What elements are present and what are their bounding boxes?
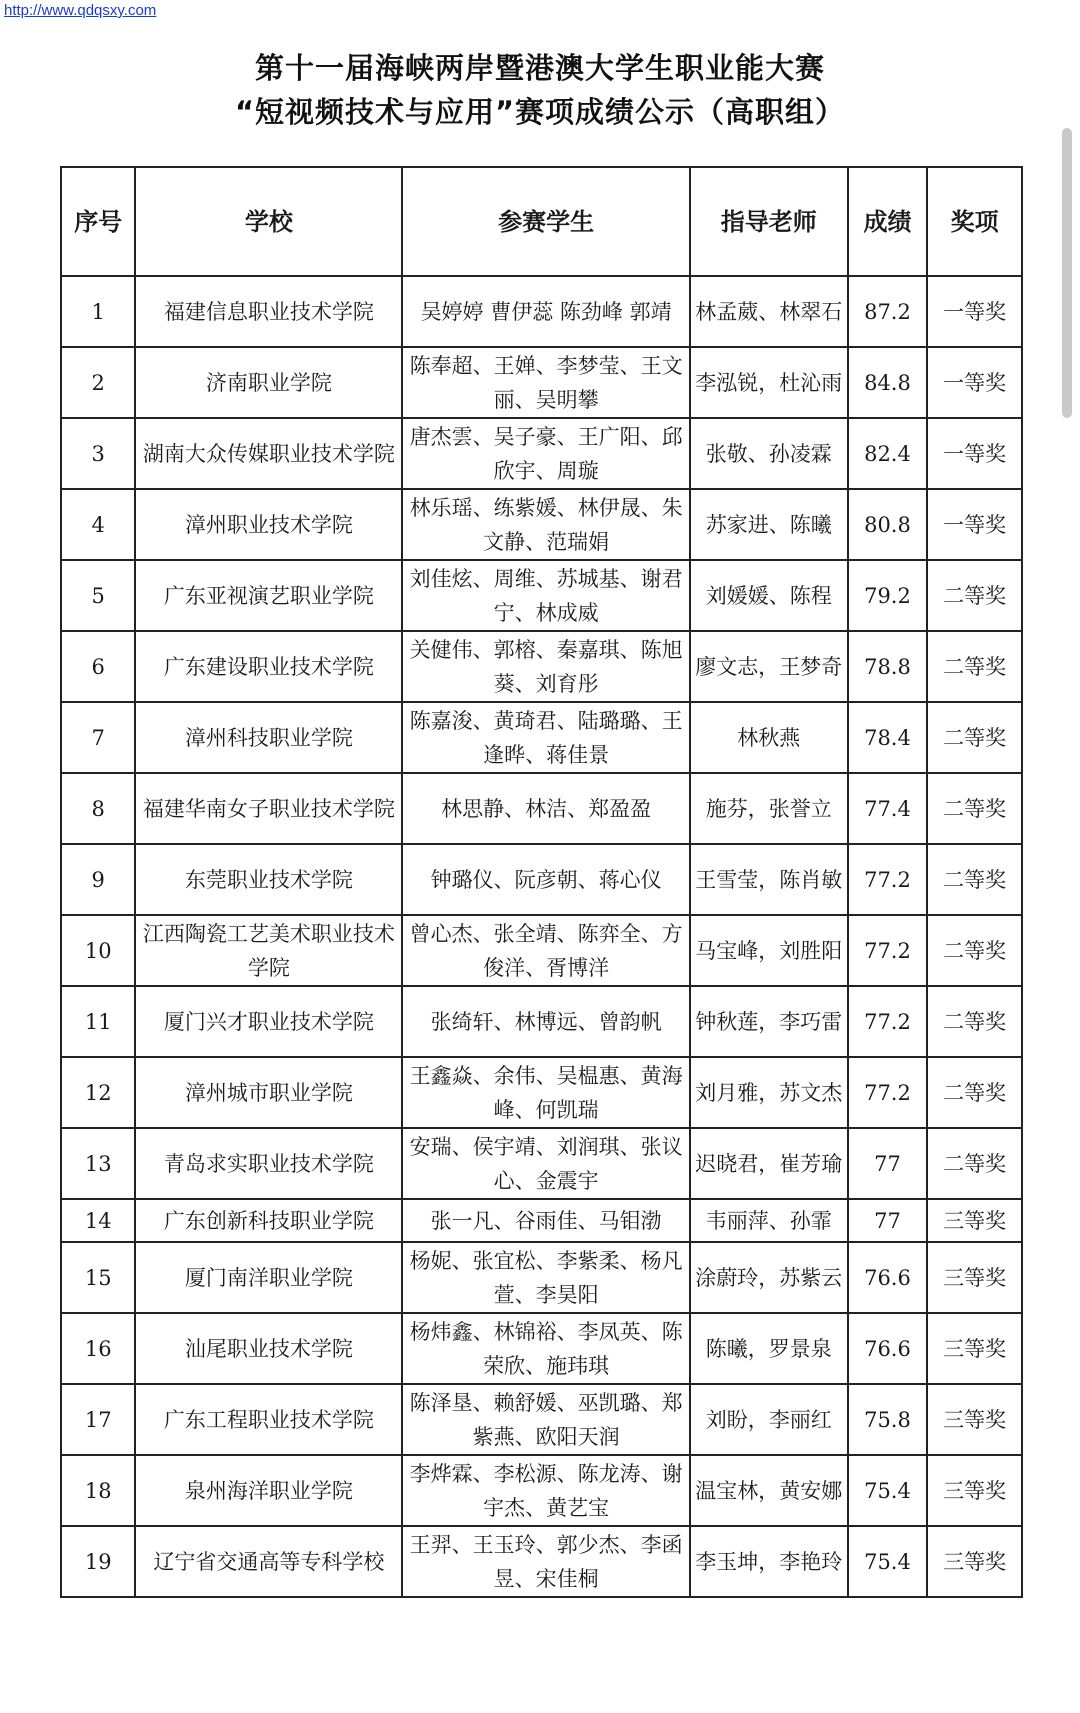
cell-no: 6 — [61, 631, 135, 702]
cell-no: 5 — [61, 560, 135, 631]
cell-school: 济南职业学院 — [135, 347, 402, 418]
table-row — [61, 915, 1022, 986]
cell-school: 广东亚视演艺职业学院 — [135, 560, 402, 631]
cell-school: 东莞职业技术学院 — [135, 844, 402, 915]
cell-no: 17 — [61, 1384, 135, 1455]
cell-no: 1 — [61, 276, 135, 347]
cell-students: 曾心杰、张全靖、陈弈全、方俊洋、胥博洋 — [402, 915, 689, 986]
cell-award: 三等奖 — [927, 1242, 1022, 1313]
table-row — [61, 276, 1022, 347]
cell-award: 三等奖 — [927, 1526, 1022, 1597]
cell-school: 漳州城市职业学院 — [135, 1057, 402, 1128]
table-row — [61, 418, 1022, 489]
page-subtitle: “短视频技术与应用”赛项成绩公示（高职组） — [234, 95, 846, 129]
cell-award: 二等奖 — [927, 844, 1022, 915]
cell-students: 钟璐仪、阮彦朝、蒋心仪 — [402, 844, 689, 915]
cell-award: 二等奖 — [927, 560, 1022, 631]
cell-score: 77 — [848, 1128, 927, 1199]
cell-school: 泉州海洋职业学院 — [135, 1455, 402, 1526]
cell-school: 汕尾职业技术学院 — [135, 1313, 402, 1384]
cell-award: 一等奖 — [927, 276, 1022, 347]
table-row — [61, 1455, 1022, 1526]
cell-award: 三等奖 — [927, 1199, 1022, 1242]
cell-award: 一等奖 — [927, 418, 1022, 489]
cell-school: 厦门兴才职业技术学院 — [135, 986, 402, 1057]
cell-award: 二等奖 — [927, 702, 1022, 773]
cell-no: 3 — [61, 418, 135, 489]
cell-award: 一等奖 — [927, 347, 1022, 418]
cell-school: 江西陶瓷工艺美术职业技术学院 — [135, 915, 402, 986]
cell-award: 二等奖 — [927, 631, 1022, 702]
cell-school: 福建信息职业技术学院 — [135, 276, 402, 347]
cell-no: 2 — [61, 347, 135, 418]
header-award: 奖项 — [927, 167, 1022, 276]
cell-students: 陈泽垦、赖舒媛、巫凯璐、郑紫燕、欧阳天润 — [402, 1384, 689, 1455]
cell-school: 广东建设职业技术学院 — [135, 631, 402, 702]
cell-teachers: 施芬，张誉立 — [690, 773, 848, 844]
cell-score: 78.8 — [848, 631, 927, 702]
table-row — [61, 986, 1022, 1057]
table-row — [61, 489, 1022, 560]
cell-no: 19 — [61, 1526, 135, 1597]
cell-no: 11 — [61, 986, 135, 1057]
cell-teachers: 王雪莹，陈肖敏 — [690, 844, 848, 915]
cell-teachers: 刘盼，李丽红 — [690, 1384, 848, 1455]
table-row — [61, 773, 1022, 844]
cell-score: 77.2 — [848, 844, 927, 915]
results-table — [60, 166, 1023, 1598]
cell-score: 75.4 — [848, 1455, 927, 1526]
cell-score: 76.6 — [848, 1242, 927, 1313]
table-row — [61, 1242, 1022, 1313]
cell-award: 二等奖 — [927, 1128, 1022, 1199]
cell-teachers: 林秋燕 — [690, 702, 848, 773]
cell-award: 二等奖 — [927, 1057, 1022, 1128]
cell-score: 77.2 — [848, 915, 927, 986]
cell-school: 福建华南女子职业技术学院 — [135, 773, 402, 844]
cell-score: 79.2 — [848, 560, 927, 631]
cell-students: 陈嘉浚、黄琦君、陆璐璐、王逢晔、蒋佳景 — [402, 702, 689, 773]
cell-no: 12 — [61, 1057, 135, 1128]
cell-students: 刘佳炫、周维、苏城基、谢君宁、林成威 — [402, 560, 689, 631]
cell-score: 78.4 — [848, 702, 927, 773]
cell-teachers: 苏家进、陈曦 — [690, 489, 848, 560]
header-no: 序号 — [61, 167, 135, 276]
cell-school: 漳州科技职业学院 — [135, 702, 402, 773]
cell-score: 87.2 — [848, 276, 927, 347]
cell-score: 75.8 — [848, 1384, 927, 1455]
cell-no: 18 — [61, 1455, 135, 1526]
cell-teachers: 马宝峰，刘胜阳 — [690, 915, 848, 986]
cell-students: 唐杰雲、吴子豪、王广阳、邱欣宇、周璇 — [402, 418, 689, 489]
cell-award: 二等奖 — [927, 915, 1022, 986]
table-row — [61, 844, 1022, 915]
header-students: 参赛学生 — [402, 167, 689, 276]
cell-teachers: 温宝林，黄安娜 — [690, 1455, 848, 1526]
table-row — [61, 702, 1022, 773]
cell-no: 4 — [61, 489, 135, 560]
cell-students: 王羿、王玉玲、郭少杰、李函昱、宋佳桐 — [402, 1526, 689, 1597]
cell-school: 湖南大众传媒职业技术学院 — [135, 418, 402, 489]
cell-students: 李烨霖、李松源、陈龙涛、谢宇杰、黄艺宝 — [402, 1455, 689, 1526]
cell-school: 辽宁省交通高等专科学校 — [135, 1526, 402, 1597]
header-school: 学校 — [135, 167, 402, 276]
cell-students: 杨炜鑫、林锦裕、李凤英、陈荣欣、施玮琪 — [402, 1313, 689, 1384]
cell-no: 15 — [61, 1242, 135, 1313]
table-row — [61, 1057, 1022, 1128]
table-row — [61, 1199, 1022, 1242]
page-title: 第十一届海峡两岸暨港澳大学生职业能大赛 — [254, 51, 825, 85]
cell-school: 漳州职业技术学院 — [135, 489, 402, 560]
cell-students: 吴婷婷 曹伊蕊 陈劲峰 郭靖 — [402, 276, 689, 347]
cell-score: 77.4 — [848, 773, 927, 844]
cell-score: 77.2 — [848, 1057, 927, 1128]
cell-score: 75.4 — [848, 1526, 927, 1597]
cell-school: 广东创新科技职业学院 — [135, 1199, 402, 1242]
cell-no: 14 — [61, 1199, 135, 1242]
cell-students: 林乐瑶、练紫媛、林伊晟、朱文静、范瑞娟 — [402, 489, 689, 560]
cell-teachers: 李玉坤，李艳玲 — [690, 1526, 848, 1597]
cell-teachers: 张敬、孙凌霖 — [690, 418, 848, 489]
table-row — [61, 347, 1022, 418]
scrollbar-thumb[interactable] — [1062, 128, 1072, 418]
cell-teachers: 刘媛媛、陈程 — [690, 560, 848, 631]
cell-teachers: 廖文志，王梦奇 — [690, 631, 848, 702]
header-teachers: 指导老师 — [690, 167, 848, 276]
table-row — [61, 631, 1022, 702]
cell-teachers: 李泓锐，杜沁雨 — [690, 347, 848, 418]
cell-students: 陈奉超、王婵、李梦莹、王文丽、吴明攀 — [402, 347, 689, 418]
cell-teachers: 林孟葳、林翠石 — [690, 276, 848, 347]
cell-students: 关健伟、郭榕、秦嘉琪、陈旭葵、刘育彤 — [402, 631, 689, 702]
cell-school: 厦门南洋职业学院 — [135, 1242, 402, 1313]
cell-students: 张一凡、谷雨佳、马钼渤 — [402, 1199, 689, 1242]
cell-score: 80.8 — [848, 489, 927, 560]
cell-teachers: 涂蔚玲，苏紫云 — [690, 1242, 848, 1313]
cell-award: 三等奖 — [927, 1455, 1022, 1526]
cell-score: 76.6 — [848, 1313, 927, 1384]
table-row — [61, 1384, 1022, 1455]
cell-students: 安瑞、侯宇靖、刘润琪、张议心、金震宇 — [402, 1128, 689, 1199]
cell-score: 77 — [848, 1199, 927, 1242]
cell-students: 林思静、林洁、郑盈盈 — [402, 773, 689, 844]
cell-teachers: 迟晓君，崔芳瑜 — [690, 1128, 848, 1199]
table-row — [61, 1526, 1022, 1597]
header-score: 成绩 — [848, 167, 927, 276]
cell-score: 84.8 — [848, 347, 927, 418]
table-row — [61, 560, 1022, 631]
cell-award: 二等奖 — [927, 986, 1022, 1057]
table-body — [61, 276, 1022, 1597]
cell-no: 16 — [61, 1313, 135, 1384]
cell-teachers: 韦丽萍、孙霏 — [690, 1199, 848, 1242]
cell-score: 77.2 — [848, 986, 927, 1057]
cell-students: 杨妮、张宜松、李紫柔、杨凡萱、李昊阳 — [402, 1242, 689, 1313]
cell-award: 一等奖 — [927, 489, 1022, 560]
cell-school: 青岛求实职业技术学院 — [135, 1128, 402, 1199]
cell-students: 张绮轩、林博远、曾韵帆 — [402, 986, 689, 1057]
table-row — [61, 1128, 1022, 1199]
cell-no: 10 — [61, 915, 135, 986]
cell-no: 7 — [61, 702, 135, 773]
table-header-row — [61, 167, 1022, 276]
source-url[interactable]: http://www.qdqsxy.com — [4, 2, 157, 19]
cell-teachers: 刘月雅，苏文杰 — [690, 1057, 848, 1128]
cell-score: 82.4 — [848, 418, 927, 489]
cell-teachers: 陈曦，罗景泉 — [690, 1313, 848, 1384]
table-row — [61, 1313, 1022, 1384]
cell-school: 广东工程职业技术学院 — [135, 1384, 402, 1455]
cell-no: 8 — [61, 773, 135, 844]
cell-students: 王鑫焱、余伟、吴榅惠、黄海峰、何凯瑞 — [402, 1057, 689, 1128]
cell-no: 13 — [61, 1128, 135, 1199]
cell-award: 三等奖 — [927, 1313, 1022, 1384]
cell-no: 9 — [61, 844, 135, 915]
cell-teachers: 钟秋莲，李巧雷 — [690, 986, 848, 1057]
cell-award: 二等奖 — [927, 773, 1022, 844]
cell-award: 三等奖 — [927, 1384, 1022, 1455]
